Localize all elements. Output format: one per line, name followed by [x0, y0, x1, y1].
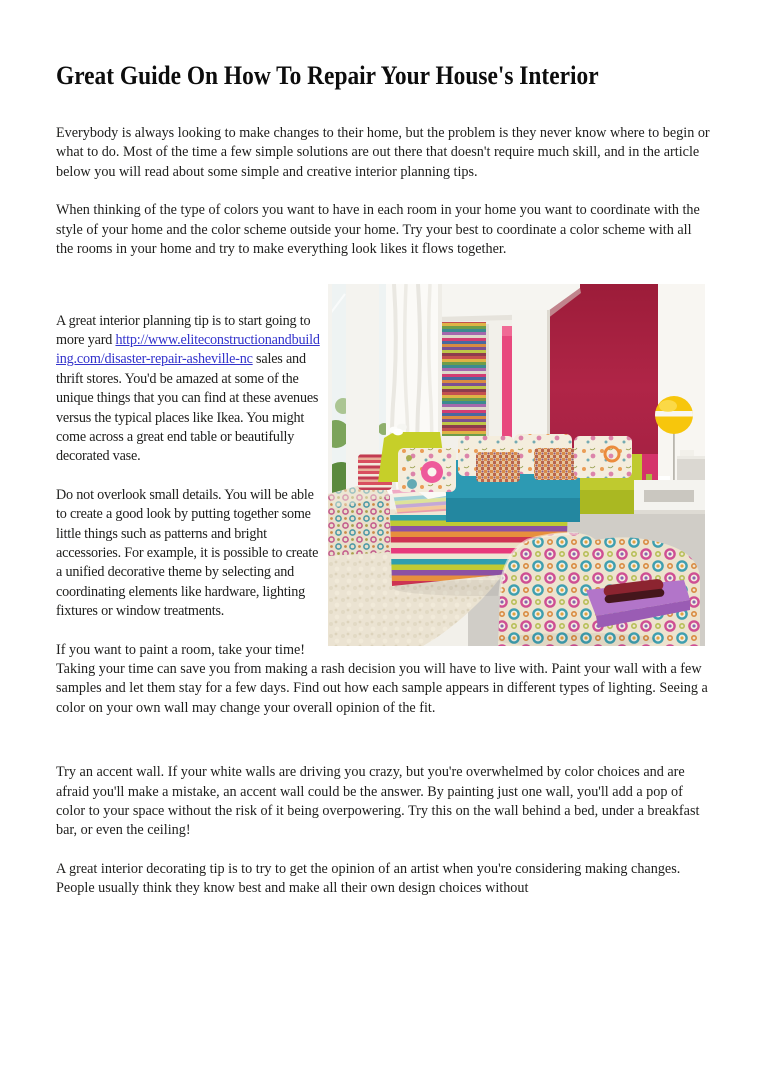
living-room-photo [328, 284, 705, 646]
paragraph-colors: When thinking of the type of colors you want to have in each room in your home you want to coordinate with the style of your home and the color scheme outside your home. Try your best to coordinate a color scheme with all the rooms in your home and try to make everything look likes it flows together. [56, 202, 700, 258]
paragraph-yard-text-after: sales and thrift stores. You'd be amazed at some of the unique things that you can find at these avenues versus the typical places like Ikea. You might come across a great end table or beautifully decorated vase. [56, 351, 319, 465]
paragraph-paint: If you want to paint a room, take your time! Taking your time can save you from making a rash decision you will have to live with. Paint your wall with a few samples and let them stay for a few days. Find out how each sample appears in different types of lighting. Seeing a color on your own wall may change your overall opinion of the fit. [56, 641, 708, 716]
paragraph-yard-sales [56, 312, 712, 467]
paragraph-intro: Everybody is always looking to make changes to their home, but the problem is they never know where to begin or what to do. Most of the time a few simple solutions are out there that doesn't require much skill, and in the article below you will read about some simple and creative interior planning tips. [56, 125, 710, 180]
living-room-photo-illustration [328, 284, 705, 646]
external-article-link[interactable]: http://www.eliteconstructionandbuilding.com/disaster-repair-asheville-nc [56, 331, 320, 368]
paragraph-small-details: Do not overlook small details. You will be able to create a good look by putting together some little things such as patterns and bright accessories. For example, it is possible to create a unified decorative theme by selecting and coordinating elements like hardware, lighting fixtures or window treatments. [56, 486, 319, 620]
page-title: Great Guide On How To Repair Your House's Interior [56, 61, 599, 90]
paragraph-yard-text-before: A great interior planning tip is to start going to more yard [56, 312, 311, 348]
paragraph-accent-wall: Try an accent wall. If your white walls are driving you crazy, but you're overwhelmed by color choices and are afraid you'll make a mistake, an accent wall could be the answer. By painting just one wall, you'll add a pop of color to your space without the risk of it being overpowering. Try this on the wall behind a bed, under a breakfast bar, or even the ceiling! [56, 764, 700, 839]
paragraph-artist-opinion: A great interior decorating tip is to try to get the opinion of an artist when you're considering making changes. People usually think they know best and make all their own design choices without [56, 860, 681, 897]
